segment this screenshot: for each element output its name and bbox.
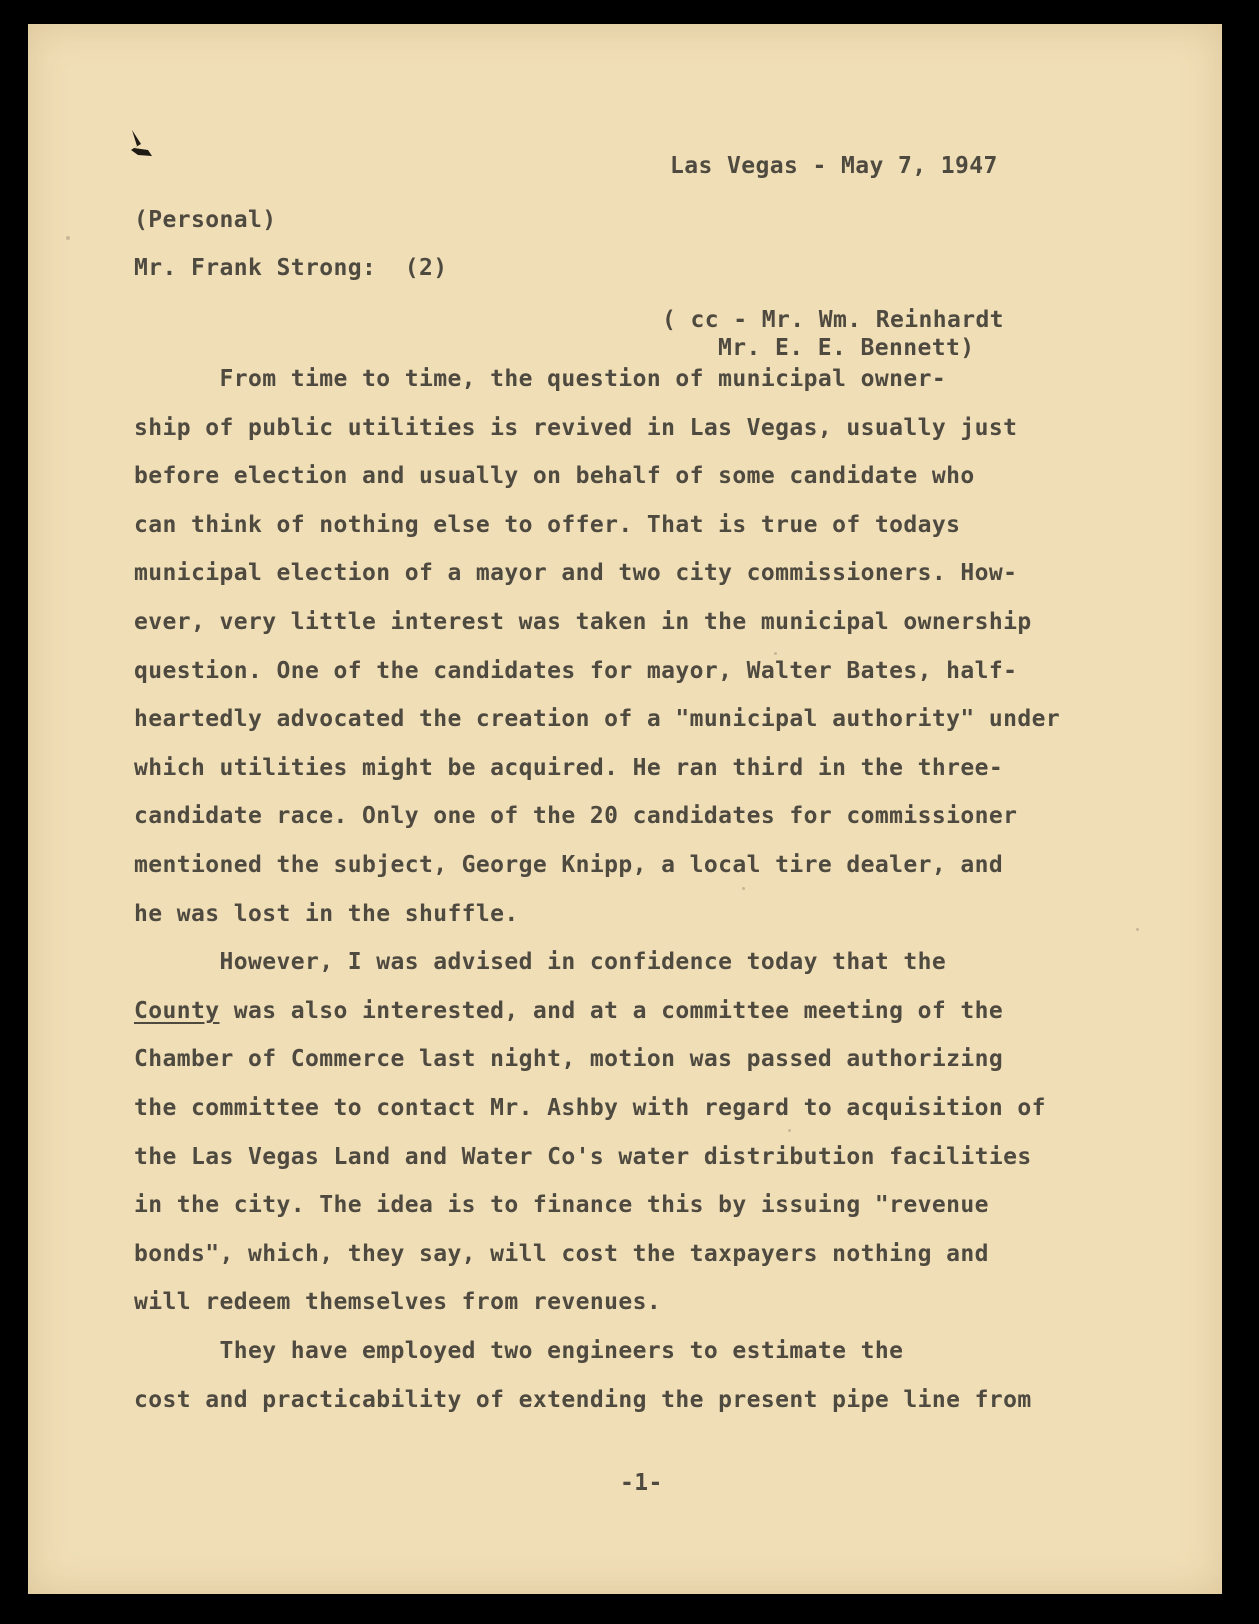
paper-speck — [66, 236, 70, 240]
personal-marking: (Personal) — [134, 207, 277, 233]
body-line: ever, very little interest was taken in the municipal ownership — [134, 609, 1032, 635]
body-line: before election and usually on behalf of some candidate who — [134, 463, 975, 490]
body-line: question. One of the candidates for mayor, Walter Bates, half- — [134, 657, 1018, 684]
body-line: From time to time, the question of municipal owner- — [134, 366, 947, 392]
underlined-word: County — [134, 997, 220, 1024]
paper-speck — [788, 1129, 791, 1132]
paper-speck — [1136, 928, 1139, 931]
body-line: mentioned the subject, George Knipp, a local tire dealer, and — [134, 852, 1004, 878]
body-line: municipal election of a mayor and two city commissioners. How- — [134, 560, 1018, 587]
handwritten-mark-icon — [128, 128, 154, 158]
body-line: bonds", which, they say, will cost the taxpayers nothing and — [134, 1240, 989, 1267]
paper-speck — [774, 652, 777, 655]
body-line: he was lost in the shuffle. — [134, 900, 519, 927]
body-line: in the city. The idea is to finance this by issuing "revenue — [134, 1192, 989, 1219]
body-line: ship of public utilities is revived in Las Vegas, usually just — [134, 414, 1018, 441]
body-line: They have employed two engineers to estimate the — [134, 1338, 904, 1364]
cc-line-2: Mr. E. E. Bennett) — [718, 335, 975, 361]
body-line: which utilities might be acquired. He ran third in the three- — [134, 754, 1004, 781]
page-number: -1- — [620, 1470, 663, 1496]
addressee-line: Mr. Frank Strong: (2) — [134, 255, 448, 281]
body-line: can think of nothing else to offer. That is true of todays — [134, 511, 961, 538]
body-line: will redeem themselves from revenues. — [134, 1289, 662, 1316]
body-line — [134, 996, 1003, 1026]
body-line: heartedly advocated the creation of a "municipal authority" under — [134, 706, 1061, 733]
body-line: the committee to contact Mr. Ashby with regard to acquisition of — [134, 1095, 1046, 1121]
paper-speck — [742, 887, 745, 890]
letter-page — [28, 24, 1222, 1594]
body-line: cost and practicability of extending the present pipe line from — [134, 1386, 1032, 1413]
cc-line-1: ( cc - Mr. Wm. Reinhardt — [662, 307, 1004, 333]
body-line: Chamber of Commerce last night, motion was passed authorizing — [134, 1046, 1004, 1073]
body-line: However, I was advised in confidence today that the — [134, 949, 947, 976]
body-line-rest: was also interested, and at a committee meeting of the — [219, 997, 1004, 1024]
body-line: the Las Vegas Land and Water Co's water distribution facilities — [134, 1143, 1032, 1170]
date-line: Las Vegas - May 7, 1947 — [670, 153, 998, 179]
body-line: candidate race. Only one of the 20 candidates for commissioner — [134, 803, 1018, 830]
